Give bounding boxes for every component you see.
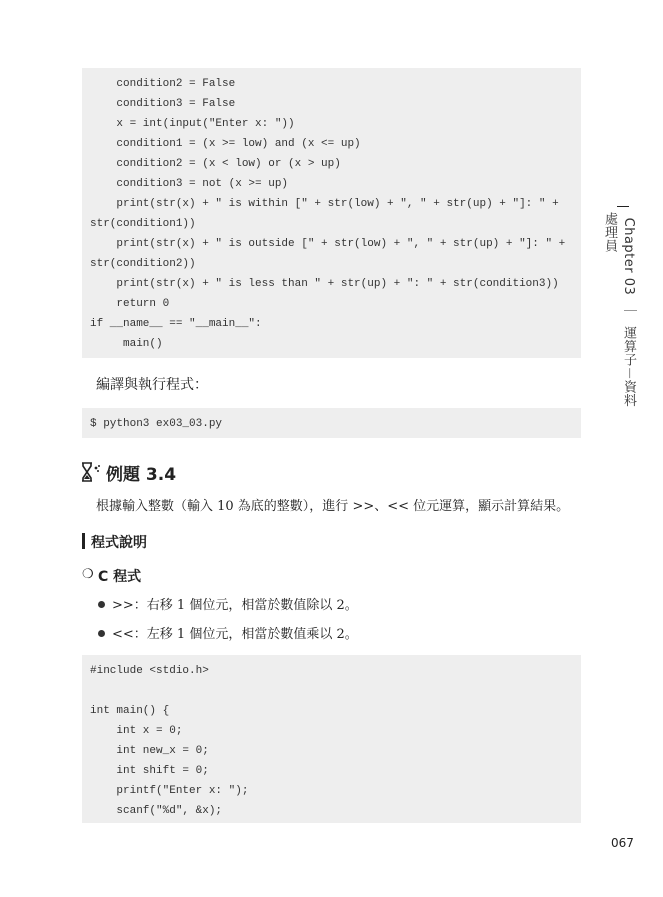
- code-line: if __name__ == "__main__":: [90, 318, 262, 330]
- code-line: int main() {: [90, 705, 170, 717]
- circle-bullet-icon: ❍: [82, 567, 94, 582]
- code-line: printf("Enter x: ");: [90, 785, 249, 797]
- code-line: condition3 = not (x >= up): [90, 178, 289, 190]
- tab-top-bar: [617, 206, 629, 207]
- c-program-label: C 程式: [98, 569, 142, 585]
- code-line: #include <stdio.h>: [90, 665, 209, 677]
- code-block-python: [82, 68, 581, 358]
- hourglass-icon: [80, 462, 102, 482]
- code-line: condition2 = False: [90, 78, 236, 90]
- section-bar: [82, 533, 85, 549]
- bullet-text: >>：右移 1 個位元，相當於數值除以 2。: [112, 598, 358, 613]
- code-line: str(condition1)): [90, 218, 196, 230]
- code-line: str(condition2)): [90, 258, 196, 270]
- bullet-icon: [98, 601, 105, 608]
- code-line: condition2 = (x < low) or (x > up): [90, 158, 341, 170]
- code-line: scanf("%d", &x);: [90, 805, 223, 817]
- compile-heading: 編譯與執行程式：: [96, 377, 208, 393]
- code-line: main(): [90, 338, 163, 350]
- code-line: print(str(x) + " is outside [" + str(low) + ", " + str(up) + "]: " +: [90, 238, 566, 250]
- chapter-side-tab: [602, 212, 638, 412]
- page-number: 067: [611, 836, 634, 850]
- program-explanation-heading: 程式說明: [91, 535, 147, 551]
- chapter-label: Chapter 03: [621, 217, 636, 296]
- code-line: x = int(input("Enter x: ")): [90, 118, 295, 130]
- code-line: int shift = 0;: [90, 765, 209, 777]
- bullet-text: <<：左移 1 個位元，相當於數值乘以 2。: [112, 627, 358, 642]
- command-line: $ python3 ex03_03.py: [90, 418, 223, 430]
- code-line: int x = 0;: [90, 725, 183, 737]
- chapter-title: 運算子－資料處理員: [602, 212, 636, 408]
- code-line: condition3 = False: [90, 98, 236, 110]
- example-title: 例題 3.4: [106, 465, 177, 485]
- example-description: 根據輸入整數（輸入 10 為底的整數），進行 >>、<< 位元運算，顯示計算結果。: [96, 499, 570, 514]
- tab-separator: [623, 212, 633, 213]
- command-block: [82, 408, 581, 438]
- bullet-icon: [98, 630, 105, 637]
- code-line: return 0: [90, 298, 170, 310]
- code-line: condition1 = (x >= low) and (x <= up): [90, 138, 361, 150]
- code-line: int new_x = 0;: [90, 745, 209, 757]
- code-block-c: [82, 655, 581, 823]
- code-line: print(str(x) + " is within [" + str(low) + ", " + str(up) + "]: " +: [90, 198, 559, 210]
- code-line: print(str(x) + " is less than " + str(up) + ": " + str(condition3)): [90, 278, 559, 290]
- tab-separator: ｜: [621, 303, 636, 318]
